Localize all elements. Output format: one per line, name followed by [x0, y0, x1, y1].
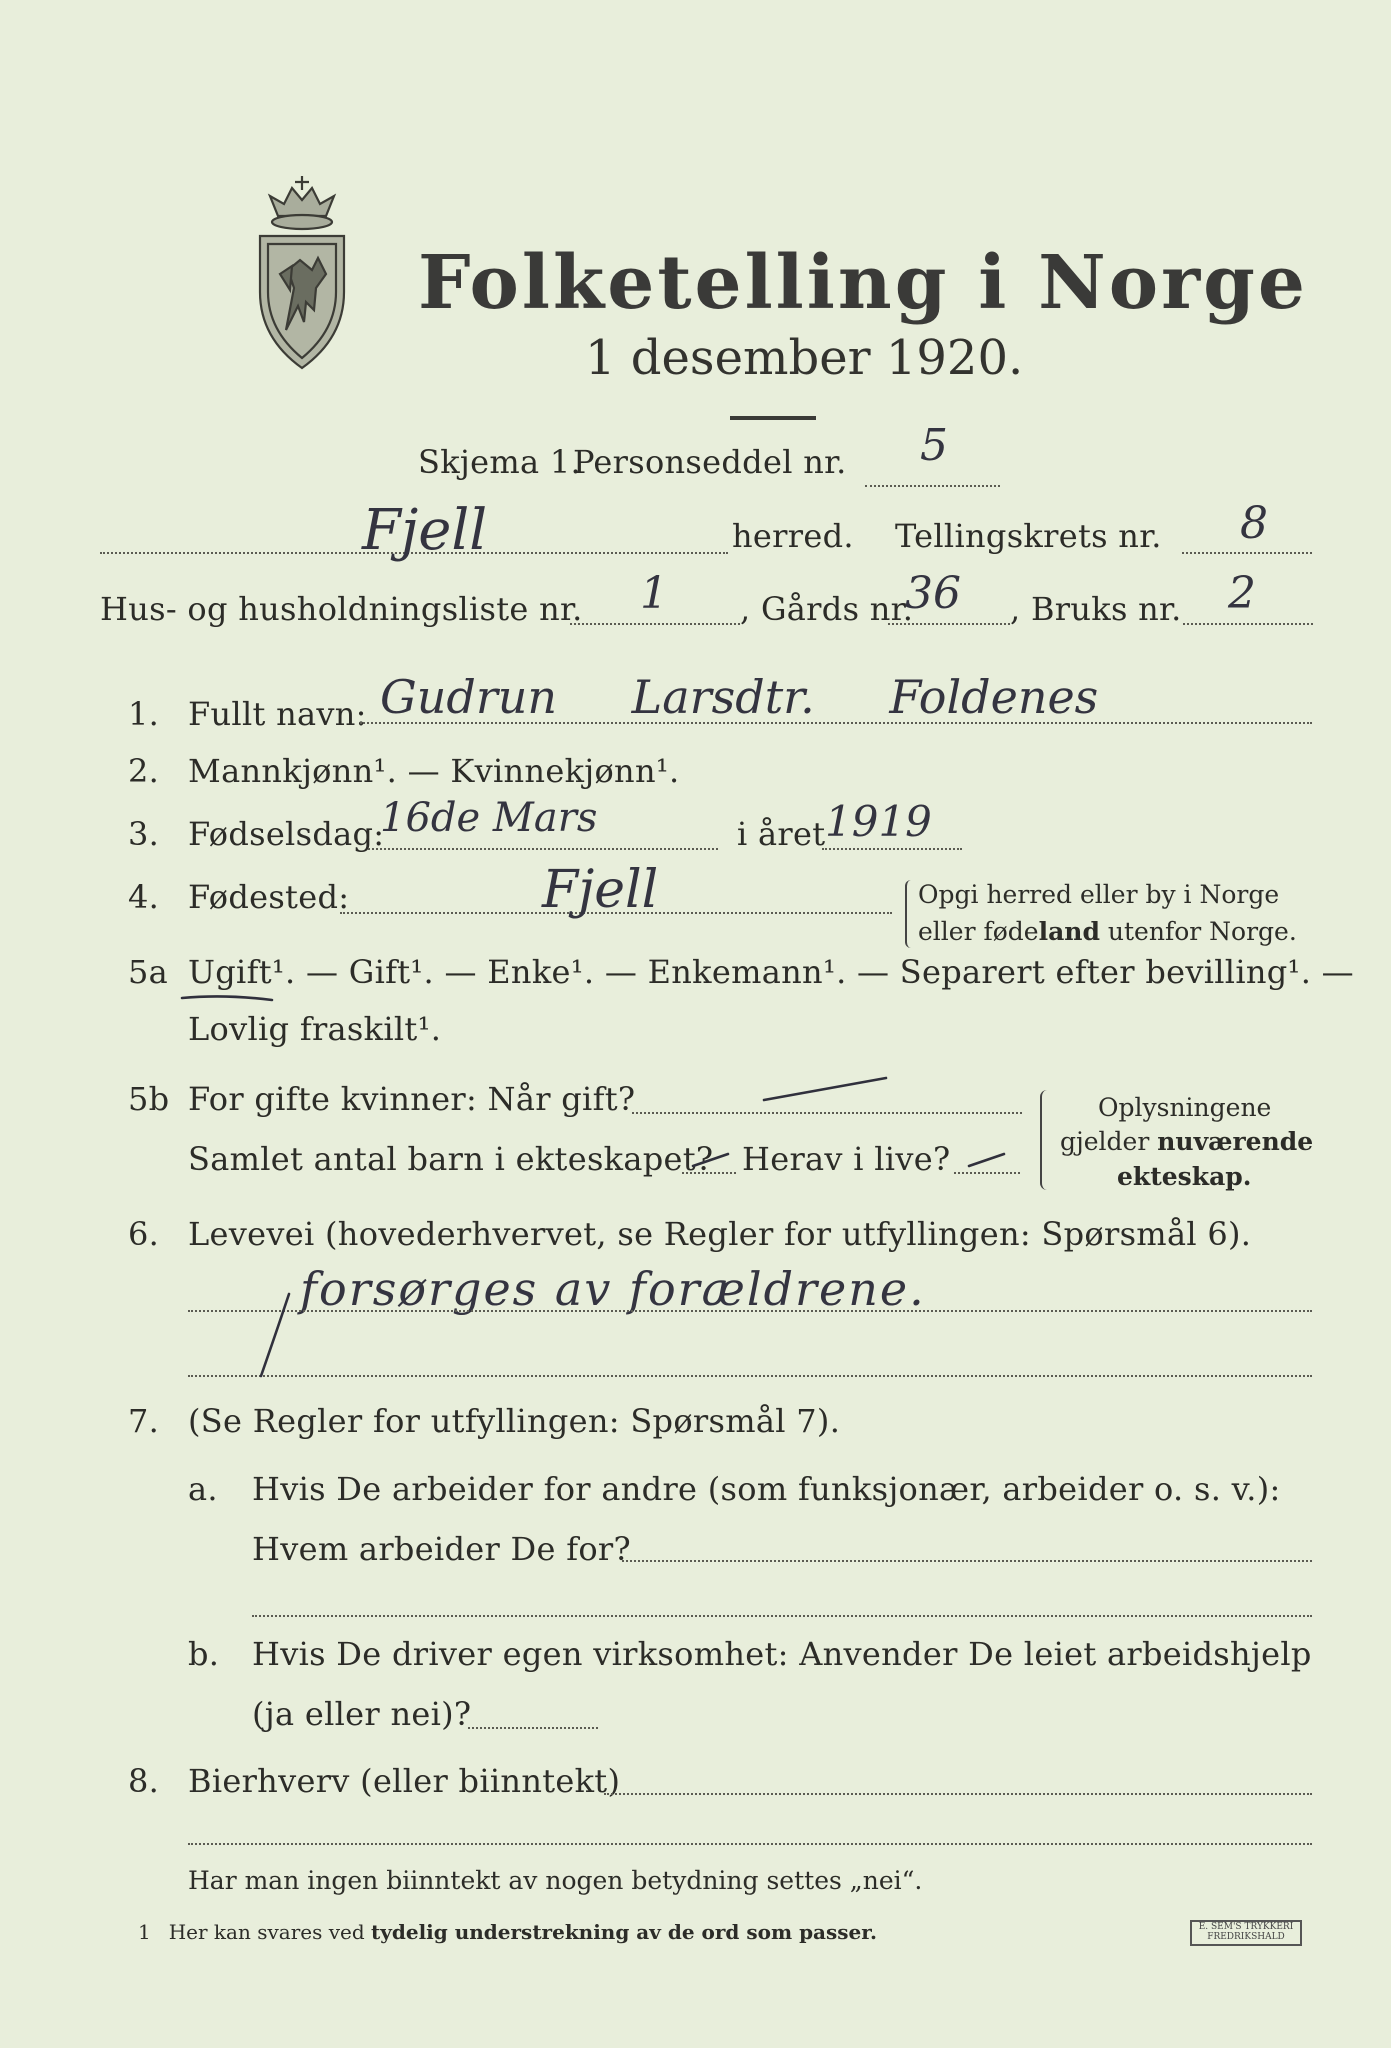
gards-field-line	[888, 623, 1010, 625]
q5a-line1: Ugift¹. — Gift¹. — Enke¹. — Enkemann¹. — Separert efter bevilling¹. —	[188, 953, 1354, 991]
printer-stamp-line2: FREDRIKSHALD	[1207, 1932, 1285, 1942]
q5b-note-line2b: nuværende	[1157, 1127, 1314, 1156]
personseddel-value: 5	[920, 420, 948, 471]
q4-note-line2b: land	[1038, 917, 1100, 946]
bruks-value: 2	[1228, 568, 1256, 619]
bruks-field-line	[1183, 623, 1313, 625]
q3-year-value: 1919	[825, 797, 932, 846]
q8-number: 8.	[128, 1762, 160, 1800]
husholdning-field-line	[570, 623, 740, 625]
q6-label: Levevei (hovederhvervet, se Regler for utfyllingen: Spørsmål 6).	[188, 1215, 1252, 1253]
q3-year-label: i året	[737, 815, 826, 853]
q7a-letter: a.	[188, 1470, 218, 1508]
footnote-text-a: Her kan svares ved	[168, 1920, 372, 1944]
q3-value: 16de Mars	[380, 795, 598, 841]
q6-value: forsørges av forældrene.	[300, 1262, 926, 1316]
q5b-label2: Samlet antal barn i ekteskapet?	[188, 1140, 714, 1178]
title-divider	[730, 416, 816, 420]
q5b-alive-dash-mark	[966, 1150, 1008, 1170]
schema-label: Skjema 1.	[418, 443, 581, 481]
q4-note-brace	[905, 880, 917, 948]
herred-label: herred.	[732, 517, 854, 555]
form-date: 1 desember 1920.	[585, 330, 1024, 386]
q5b-note-line2	[1060, 1127, 1313, 1156]
q5b-label1: For gifte kvinner: Når gift?	[188, 1080, 636, 1118]
personseddel-label: Personseddel nr.	[573, 443, 847, 481]
q5a-line2: Lovlig fraskilt¹.	[188, 1010, 442, 1048]
q4-note-line2c: utenfor Norge.	[1099, 917, 1297, 946]
q3-number: 3.	[128, 815, 160, 853]
q3-field-line	[368, 848, 718, 850]
q5b-married-dash-mark	[760, 1074, 890, 1104]
q5b-note-line3: ekteskap.	[1117, 1162, 1252, 1191]
norwegian-coat-of-arms-icon	[248, 170, 356, 375]
q4-note-line2a: eller føde	[918, 917, 1039, 946]
footnote	[138, 1920, 877, 1944]
footnote-mark: 1	[138, 1920, 151, 1944]
q7b-field-line	[468, 1727, 598, 1729]
q7b-label2: (ja eller nei)?	[252, 1695, 472, 1733]
q4-note-line2	[918, 917, 1297, 946]
q5b-note-line1: Oplysningene	[1098, 1093, 1272, 1122]
q4-value: Fjell	[542, 860, 659, 920]
husholdning-label: Hus- og husholdningsliste nr.	[100, 590, 583, 628]
personseddel-field-line	[865, 485, 1000, 487]
bruks-label: , Bruks nr.	[1010, 590, 1182, 628]
q7a-label2: Hvem arbeider De for?	[252, 1530, 631, 1568]
herred-value: Fjell	[362, 498, 488, 563]
husholdning-value: 1	[640, 568, 668, 619]
q7-label: (Se Regler for utfyllingen: Spørsmål 7).	[188, 1402, 841, 1440]
q3-year-field-line	[822, 848, 962, 850]
q5b-married-field-line	[632, 1112, 1022, 1114]
footnote-text-b: tydelig understrekning av de ord som passer.	[371, 1920, 877, 1944]
q7a-field-line2	[252, 1615, 1312, 1617]
q5a-number: 5a	[128, 953, 169, 991]
q7b-letter: b.	[188, 1635, 220, 1673]
q6-number: 6.	[128, 1215, 160, 1253]
gards-value: 36	[905, 568, 961, 619]
footer-note: Har man ingen biinntekt av nogen betydning settes „nei“.	[188, 1866, 923, 1895]
q8-field-line1	[604, 1793, 1312, 1795]
q4-number: 4.	[128, 878, 160, 916]
q7-number: 7.	[128, 1402, 160, 1440]
q5b-label3: Herav i live?	[742, 1140, 951, 1178]
q5b-children-dash-mark	[690, 1150, 732, 1170]
q7a-field-line1	[622, 1560, 1312, 1562]
q5b-alive-field-line	[954, 1172, 1020, 1174]
q8-field-line2	[188, 1843, 1312, 1845]
q6-descender-stroke	[255, 1290, 295, 1380]
q6-field-line1	[188, 1310, 1312, 1312]
q3-label: Fødselsdag:	[188, 815, 385, 853]
q4-note-line1: Opgi herred eller by i Norge	[918, 880, 1280, 909]
tellingskrets-value: 8	[1240, 498, 1268, 549]
q8-label: Bierhverv (eller biinntekt)	[188, 1762, 621, 1800]
gards-label: , Gårds nr.	[740, 590, 914, 628]
q5b-note-line2a: gjelder	[1060, 1127, 1158, 1156]
q4-label: Fødested:	[188, 878, 350, 916]
q1-value: Gudrun Larsdtr. Foldenes	[380, 670, 1099, 724]
q5b-number: 5b	[128, 1080, 170, 1118]
q2-label: Mannkjønn¹. — Kvinnekjønn¹.	[188, 752, 680, 790]
q7b-label1: Hvis De driver egen virksomhet: Anvender De leiet arbeidshjelp	[252, 1635, 1312, 1673]
tellingskrets-field-line	[1182, 552, 1312, 554]
tellingskrets-label: Tellingskrets nr.	[895, 517, 1162, 555]
q2-number: 2.	[128, 752, 160, 790]
q5b-children-field-line	[682, 1172, 736, 1174]
printer-stamp-line1: E. SEM'S TRYKKERI	[1198, 1922, 1294, 1932]
form-title: Folketelling i Norge	[418, 240, 1308, 326]
q1-number: 1.	[128, 695, 160, 733]
q5b-note-brace	[1040, 1090, 1054, 1190]
ugift-underline-mark	[180, 992, 275, 1004]
q7a-label1: Hvis De arbeider for andre (som funksjonær, arbeider o. s. v.):	[252, 1470, 1281, 1508]
q6-field-line2	[188, 1375, 1312, 1377]
q1-label: Fullt navn:	[188, 695, 367, 733]
printer-stamp	[1190, 1920, 1302, 1946]
